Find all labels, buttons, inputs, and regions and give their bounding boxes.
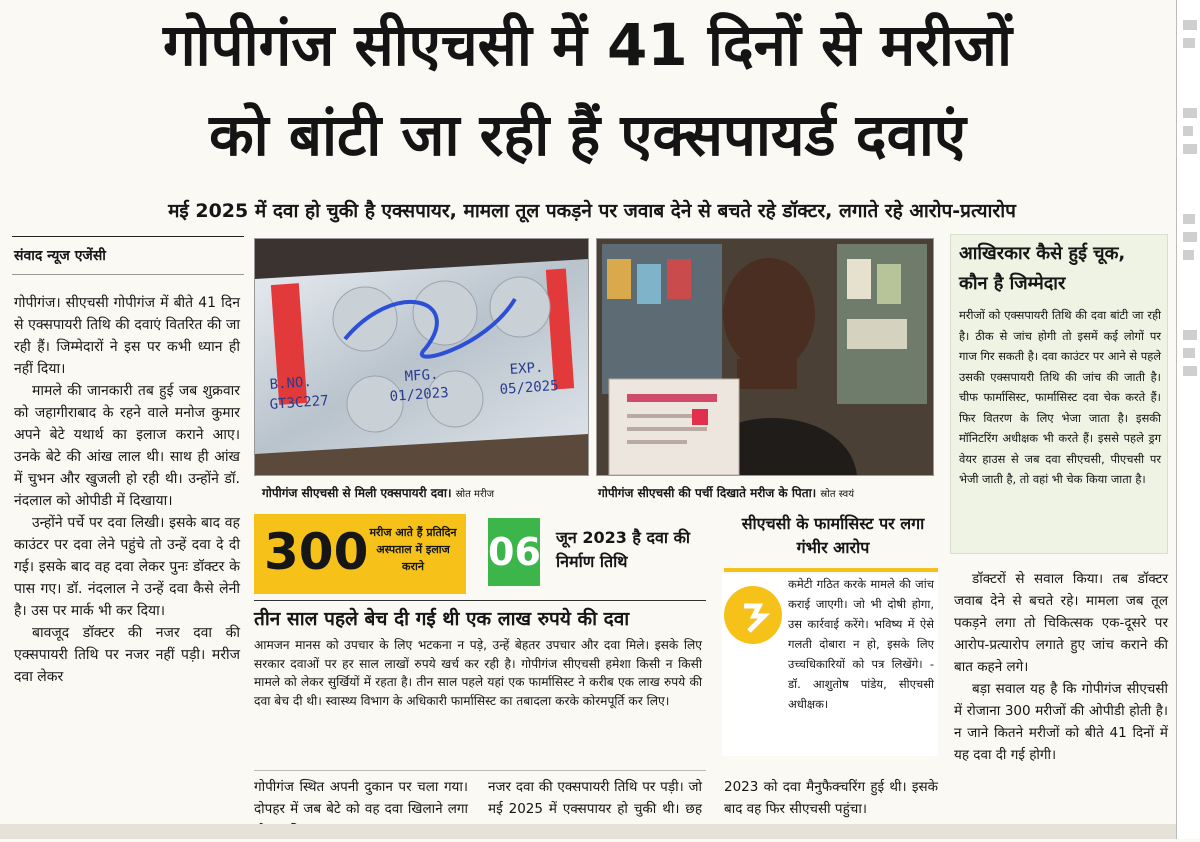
pharmacist-heading: सीएचसी के फार्मासिस्ट पर लगा गंभीर आरोप (741, 514, 925, 557)
bottom-column-a: गोपीगंज स्थित अपनी दुकान पर चला गया। दोपहर में जब बेटे को वह दवा खिलाने लगा (254, 779, 468, 817)
medicine-strip-image (255, 239, 588, 475)
caption-source: स्रोत मरीज (455, 489, 495, 500)
paragraph: बावजूद डॉक्टर की नजर दवा की एक्सपायरी तिथि पर नजर नहीं पड़ी। मरीज दवा लेकर (14, 625, 240, 685)
patient-father-image (597, 239, 933, 475)
column-rule (12, 236, 244, 237)
next-story-strip (0, 824, 1176, 839)
paragraph: गोपीगंज। सीएचसी गोपीगंज में बीते 41 दिन से एक्सपायरी तिथि की दवाएं वितरित की जा रही हैं। जिम्मेदारों ने इस पर कभी ध्यान ही नहीं दिया। (14, 295, 240, 377)
accountability-heading: आखिरकार कैसे हुई चूक, कौन है जिम्मेदार (959, 243, 1126, 294)
patient-father-photo (596, 238, 934, 476)
yellow-divider (724, 568, 938, 572)
date-stat-box: 06 (488, 518, 540, 586)
accountability-body: मरीजों को एक्सपायरी तिथि की दवा बांटी जा रही है। ठीक से जांच होगी तो इसमें कई लोगों पर गाज गिर सकती है। दवा काउंटर पर आने से पहले उसकी एक्सपायरी तिथि की जांच की जाती है। चीफ फार्मासिस्ट, फार्मासिस्ट दवा चेक करते हैं। फिर वितरण के लिए भेजा जाता है। इसकी मॉनिटरिंग अधीक्षक भी करते हैं। इससे पहले ड्रग वेयर हाउस से जब दवा सीएचसी, पीएचसी पर भेजी जाती है, तो वहां भी चेक किया जाता है। (959, 308, 1161, 486)
sub-story-body: आमजन मानस को उपचार के लिए भटकना न पड़े, उन्हें बेहतर उपचार और दवा मिले। इसके लिए सरकार दवाओं पर हर साल लाखों रुपये खर्च कर रही है। गोपीगंज सीएचसी हमेशा किसी न किसी मामले को लेकर सुर्खियों में रहता है। तीन साल पहले यहां एक फार्मासिस्ट ने करीब एक लाख रुपये की दवा बेच दी थी। स्वास्थ्य विभाग के अधिकारी फार्मासिस्ट का तबादला करके कोरमपूर्ति कर लिए। (254, 638, 702, 708)
article-column-1 (14, 292, 240, 688)
quote-icon-graphic (724, 586, 782, 644)
patients-stat-box (254, 514, 466, 594)
patients-stat-text: मरीज आते हैं प्रतिदिन अस्पताल में इलाज कराने (369, 526, 457, 573)
article-column-right (954, 568, 1168, 766)
adjacent-page-strip (1176, 0, 1200, 839)
caption-text: गोपीगंज सीएचसी से मिली एक्सपायरी दवा। (262, 486, 452, 500)
subheadline: मई 2025 में दवा हो चुकी है एक्सपायर, मामला तूल पकड़ने पर जवाब देने से बचते रहे डॉक्टर, लगाते रहे आरोप-प्रत्यारोप (168, 200, 1016, 222)
accountability-box (950, 234, 1168, 554)
byline-rule (12, 274, 244, 275)
headline-line-2: को बांटी जा रही हैं एक्सपायर्ड दवाएं (209, 101, 966, 169)
caption-text: गोपीगंज सीएचसी की पर्ची दिखाते मरीज के पिता। (598, 486, 817, 500)
date-stat-text: जून 2023 है दवा की निर्माण तिथि (556, 528, 691, 571)
rule (254, 770, 706, 771)
paragraph: बड़ा सवाल यह है कि गोपीगंज सीएचसी में रोजाना 300 मरीजों की ओपीडी होती है। न जाने कितने मरीजों को बीते 41 दिनों में यह दवा दी गई होगी। (954, 681, 1168, 763)
mfg-date: 01/2023 (389, 384, 450, 405)
pharmacist-quote-box (722, 574, 938, 756)
paragraph: मामले की जानकारी तब हुई जब शुक्रवार को जहागीराबाद के रहने वाले मनोज कुमार अपने बेटे यथार्थ का इलाज कराने आए। उनके बेटे की आंख लाल थी। साथ ही आंख में चुभन और खुजली हो रही थी। उन्होंने डॉ. नंदलाल को ओपीडी में दिखाया। (14, 383, 240, 509)
medicine-strip-photo (254, 238, 589, 476)
sub-story-title: तीन साल पहले बेच दी गई थी एक लाख रुपये की दवा (254, 608, 630, 630)
left-photo-caption (262, 484, 494, 501)
batch-label: B.NO. (269, 374, 313, 393)
bottom-column-b: नजर दवा की एक्सपायरी तिथि पर पड़ी। जो मई 2025 में एक्सपायर हो चुकी थी। छह (488, 779, 702, 817)
exp-label: EXP. (509, 359, 544, 378)
paragraph: उन्होंने पर्चे पर दवा लिखी। इसके बाद वह काउंटर पर दवा लेने पहुंचे तो उन्हें दवा दे दी गई। इसके बाद वह दवा लेकर पुनः डॉक्टर के पास गए। डॉ. नंदलाल ने उन्हें दवा कैसे लेनी है। उस पर मार्क भी कर दिया। (14, 515, 240, 619)
mfg-label: MFG. (404, 366, 439, 385)
right-photo-caption (598, 484, 854, 501)
paragraph: डॉक्टरों से सवाल किया। तब डॉक्टर जवाब देने से बचते रहे। मामला जब तूल पकड़ने लगा तो चिकित्सक एक-दूसरे पर आरोप-प्रत्यारोप लगाते हुए जांच कराने की बात कहने लगे। (954, 571, 1168, 675)
bottom-column-c: 2023 को दवा मैनुफैक्चरिंग हुई थी। इसके बाद वह फिर सीएचसी पहुंचा। (724, 779, 938, 817)
quote-icon (724, 586, 782, 644)
patients-stat-number: 300 (264, 523, 369, 581)
headline-line-1: गोपीगंज सीएचसी में 41 दिनों से मरीजों (163, 11, 1012, 79)
batch-number: GT3C227 (269, 392, 330, 413)
pharmacist-quote: कमेटी गठित करके मामले की जांच कराई जाएगी। जो भी दोषी होगा, उस कार्रवाई करेंगे। भविष्य में ऐसे गलती दोबारा न हो, इसके लिए उच्चधिकारियों को पत्र लिखेंगे। - डॉ. आशुतोष पांडेय, सीएचसी अधीक्षक। (788, 577, 934, 711)
byline: संवाद न्यूज एजेंसी (14, 248, 106, 264)
rule (254, 600, 706, 601)
exp-date: 05/2025 (499, 377, 560, 398)
caption-source: स्रोत स्वयं (820, 489, 855, 500)
